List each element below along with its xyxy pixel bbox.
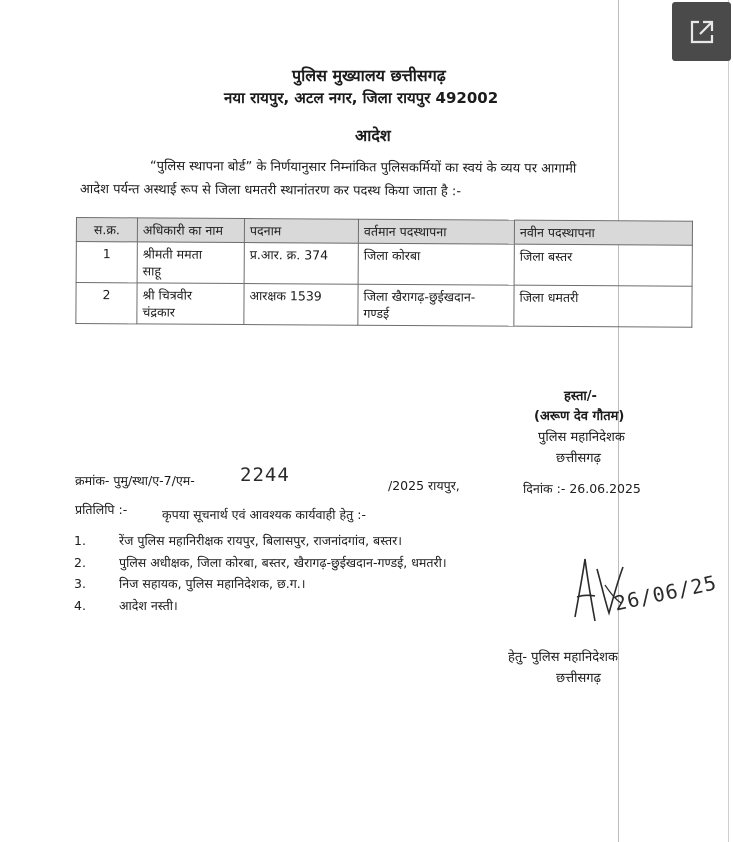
item-number: 2.: [74, 555, 86, 570]
office-name: पुलिस मुख्यालय छत्तीसगढ़: [292, 66, 446, 85]
cell-sno: 1: [76, 242, 137, 283]
footer-line-2: छत्तीसगढ़: [556, 671, 601, 686]
order-number-label: क्रमांक- पुमु/स्था/ए-7/एम-: [75, 473, 195, 488]
footer-line-1: हेतु- पुलिस महानिदेशक: [508, 650, 618, 665]
current-line-2: गण्डई: [363, 305, 390, 321]
open-in-new-button[interactable]: [672, 2, 731, 61]
cell-sno: 2: [76, 283, 137, 324]
current-line-1: जिला खैरागढ़-छुईखदान-: [363, 288, 476, 305]
cell-name: [137, 283, 244, 325]
cell-new-posting: जिला बस्तर: [514, 244, 692, 286]
open-in-new-icon: [689, 19, 715, 45]
cell-current-posting: [358, 284, 514, 326]
signatory-state: छत्तीसगढ़: [556, 451, 601, 466]
copy-label: प्रतिलिपि :-: [75, 502, 128, 517]
signatory-designation: पुलिस महानिदेशक: [538, 430, 625, 445]
item-number: 3.: [74, 576, 86, 591]
table-row: [76, 283, 692, 328]
office-address: नया रायपुर, अटल नगर, जिला रायपुर 492002: [224, 89, 499, 107]
col-header-designation: पदनाम: [244, 219, 358, 244]
item-text: रेंज पुलिस महानिरीक्षक रायपुर, बिलासपुर, राजनांदगांव, बस्तर।: [118, 533, 403, 548]
cell-new-posting: जिला धमतरी: [514, 285, 692, 327]
item-text: पुलिस अधीक्षक, जिला कोरबा, बस्तर, खैरागढ़-छुईखदान-गण्डई, धमतरी।: [118, 555, 447, 570]
cell-designation: आरक्षक 1539: [244, 284, 358, 326]
col-header-current-posting: वर्तमान पदस्थापना: [358, 219, 514, 244]
copy-list-item: [74, 575, 305, 592]
current-line-1: जिला कोरबा: [363, 247, 421, 264]
col-header-new-posting: नवीन पदस्थापना: [514, 220, 692, 245]
item-number: 1.: [74, 533, 86, 548]
col-header-name: अधिकारी का नाम: [137, 218, 244, 243]
name-line-2: चंद्रकार: [142, 304, 175, 320]
name-line-2: साहू: [142, 263, 162, 279]
order-title: आदेश: [355, 126, 391, 145]
order-number-handwritten: 2244: [240, 464, 290, 486]
item-text: आदेश नस्ती।: [118, 598, 178, 613]
page-edge: [728, 0, 729, 842]
item-number: 4.: [74, 598, 86, 613]
name-line-1: श्री चित्रवीर: [142, 287, 193, 303]
intro-line-2: आदेश पर्यन्त अस्थाई रूप से जिला धमतरी स्थानांतरण कर पदस्थ किया जाता है :-: [79, 181, 462, 200]
transfer-table: [75, 217, 693, 328]
cell-current-posting: [358, 243, 514, 285]
table-row: [76, 242, 692, 287]
copy-list-item: [74, 597, 178, 614]
col-header-sno: स.क्र.: [76, 218, 137, 242]
cell-name: [137, 242, 244, 284]
copy-text: कृपया सूचनार्थ एवं आवश्यक कार्यवाही हेतु :-: [162, 507, 366, 522]
cell-designation: प्र.आर. क्र. 374: [244, 243, 358, 285]
item-text: निज सहायक, पुलिस महानिदेशक, छ.ग.।: [118, 576, 306, 591]
copy-list-item: [74, 554, 447, 571]
signature-date: 26/06/25: [612, 570, 720, 616]
signatory-name: (अरूण देव गौतम): [534, 409, 625, 424]
order-date: दिनांक :- 26.06.2025: [523, 481, 641, 496]
order-year-place: /2025 रायपुर,: [388, 478, 460, 493]
copy-list-item: [74, 532, 402, 549]
name-line-1: श्रीमती ममता: [142, 246, 203, 262]
intro-line-1: “पुलिस स्थापना बोर्ड” के निर्णयानुसार निम्नांकित पुलिसकर्मियों का स्वयं के व्यय पर आगामी: [149, 158, 577, 177]
signed-mark: हस्ता/-: [564, 389, 597, 404]
